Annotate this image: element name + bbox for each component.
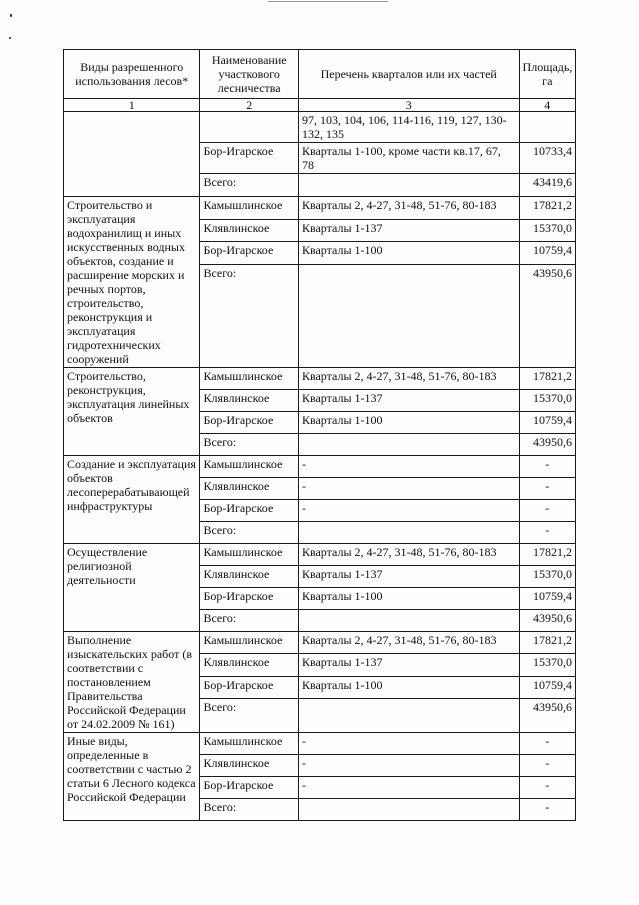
forestry-cell: Бор-Игарское	[200, 500, 299, 522]
area-cell: 43950,6	[519, 699, 575, 733]
forestry-cell: Камышлинское	[200, 368, 299, 390]
area-cell: 10759,4	[519, 676, 575, 698]
table-row	[64, 197, 576, 220]
quarters-cell: -	[298, 456, 519, 478]
area-cell: 15370,0	[519, 566, 575, 588]
column-number: 3	[298, 99, 519, 112]
forestry-cell: Всего:	[200, 699, 299, 733]
forestry-cell: Камышлинское	[200, 544, 299, 566]
column-number: 4	[519, 99, 575, 112]
area-cell: 10759,4	[519, 412, 575, 434]
groups-body	[64, 197, 576, 821]
kind-cell: Выполнение изыскательских работ (в соответствии с постановлением Правительства Российской Федерации от 24.02.2009 № 161)	[64, 632, 200, 733]
area-cell: -	[519, 733, 575, 755]
quarters-cell: Кварталы 1-137	[298, 566, 519, 588]
table-row	[64, 112, 576, 143]
forestry-cell: Всего:	[200, 799, 299, 821]
area-cell: 17821,2	[519, 197, 575, 220]
quarters-cell: Кварталы 2, 4-27, 31-48, 51-76, 80-183	[298, 197, 519, 220]
forestry-cell: Бор-Игарское	[200, 676, 299, 698]
kind-cell: Создание и эксплуатация объектов лесоперерабатывающей инфраструктуры	[64, 456, 200, 544]
quarters-cell: -	[298, 733, 519, 755]
table-row	[64, 632, 576, 654]
forestry-cell	[200, 112, 299, 143]
table-row	[64, 456, 576, 478]
scan-top-edge	[268, 1, 388, 2]
area-cell: -	[519, 500, 575, 522]
area-cell: 15370,0	[519, 654, 575, 676]
table-row	[64, 544, 576, 566]
scan-speck	[10, 14, 12, 17]
area-cell: 15370,0	[519, 390, 575, 412]
forestry-cell: Камышлинское	[200, 733, 299, 755]
quarters-cell: Кварталы 1-137	[298, 219, 519, 242]
forest-use-table	[63, 49, 576, 821]
table-row	[64, 368, 576, 390]
forestry-cell: Камышлинское	[200, 456, 299, 478]
forestry-cell: Клявлинское	[200, 654, 299, 676]
quarters-cell	[298, 264, 519, 367]
forestry-cell: Всего:	[200, 174, 299, 197]
area-cell: 15370,0	[519, 219, 575, 242]
column-number: 1	[64, 99, 200, 112]
quarters-cell: -	[298, 755, 519, 777]
area-cell: 10759,4	[519, 242, 575, 265]
area-cell: -	[519, 522, 575, 544]
area-cell: 17821,2	[519, 368, 575, 390]
quarters-cell: Кварталы 2, 4-27, 31-48, 51-76, 80-183	[298, 368, 519, 390]
quarters-cell	[298, 434, 519, 456]
column-number-row	[64, 99, 576, 112]
forestry-cell: Бор-Игарское	[200, 412, 299, 434]
area-cell	[519, 112, 575, 143]
table-header-row	[64, 50, 576, 99]
header-forestry: Наименование участкового лесничества	[200, 50, 299, 99]
area-cell: 43419,6	[519, 174, 575, 197]
quarters-cell	[298, 699, 519, 733]
kind-cell: Иные виды, определенные в соответствии с частью 2 статьи 6 Лесного кодекса Российской Федерации	[64, 733, 200, 821]
area-cell: -	[519, 799, 575, 821]
forestry-cell: Клявлинское	[200, 219, 299, 242]
forestry-cell: Клявлинское	[200, 755, 299, 777]
forestry-cell: Клявлинское	[200, 390, 299, 412]
area-cell: 43950,6	[519, 434, 575, 456]
forestry-cell: Бор-Игарское	[200, 143, 299, 174]
scan-speck	[9, 37, 11, 39]
quarters-cell: Кварталы 2, 4-27, 31-48, 51-76, 80-183	[298, 544, 519, 566]
area-cell: 17821,2	[519, 544, 575, 566]
forestry-cell: Клявлинское	[200, 566, 299, 588]
quarters-cell: Кварталы 1-100	[298, 412, 519, 434]
quarters-cell: Кварталы 2, 4-27, 31-48, 51-76, 80-183	[298, 632, 519, 654]
area-cell: 10733,4	[519, 143, 575, 174]
area-cell: -	[519, 456, 575, 478]
area-cell: 43950,6	[519, 264, 575, 367]
forestry-cell: Всего:	[200, 522, 299, 544]
forestry-cell: Бор-Игарское	[200, 242, 299, 265]
quarters-cell: Кварталы 1-100	[298, 242, 519, 265]
quarters-cell: 97, 103, 104, 106, 114-116, 119, 127, 130-132, 135	[298, 112, 519, 143]
kind-cell: Осуществление религиозной деятельности	[64, 544, 200, 632]
quarters-cell: Кварталы 1-137	[298, 654, 519, 676]
quarters-cell	[298, 522, 519, 544]
quarters-cell	[298, 610, 519, 632]
quarters-cell: Кварталы 1-100	[298, 676, 519, 698]
forestry-cell: Клявлинское	[200, 478, 299, 500]
quarters-cell: Кварталы 1-137	[298, 390, 519, 412]
quarters-cell	[298, 799, 519, 821]
header-kind: Виды разрешенного использования лесов*	[64, 50, 200, 99]
area-cell: -	[519, 755, 575, 777]
quarters-cell	[298, 174, 519, 197]
forestry-cell: Всего:	[200, 434, 299, 456]
quarters-cell: -	[298, 478, 519, 500]
header-quarters: Перечень кварталов или их частей	[298, 50, 519, 99]
column-number: 2	[200, 99, 299, 112]
quarters-cell: Кварталы 1-100	[298, 588, 519, 610]
area-cell: -	[519, 478, 575, 500]
quarters-cell: -	[298, 500, 519, 522]
forestry-cell: Всего:	[200, 610, 299, 632]
quarters-cell: Кварталы 1-100, кроме части кв.17, 67, 78	[298, 143, 519, 174]
kind-cell: Строительство, реконструкция, эксплуатация линейных объектов	[64, 368, 200, 456]
area-cell: 10759,4	[519, 588, 575, 610]
table-row	[64, 733, 576, 755]
area-cell: 17821,2	[519, 632, 575, 654]
quarters-cell: -	[298, 777, 519, 799]
header-area: Площадь, га	[519, 50, 575, 99]
kind-cell: Строительство и эксплуатация водохранилищ и иных искусственных водных объектов, создание и расширение морских и речных портов, строительство, реконструкция и эксплуатация гидротехнических сооружений	[64, 197, 200, 368]
forestry-cell: Всего:	[200, 264, 299, 367]
forestry-cell: Камышлинское	[200, 197, 299, 220]
kind-cell-continued	[64, 112, 200, 197]
forestry-cell: Бор-Игарское	[200, 588, 299, 610]
forestry-cell: Бор-Игарское	[200, 777, 299, 799]
area-cell: 43950,6	[519, 610, 575, 632]
area-cell: -	[519, 777, 575, 799]
forestry-cell: Камышлинское	[200, 632, 299, 654]
